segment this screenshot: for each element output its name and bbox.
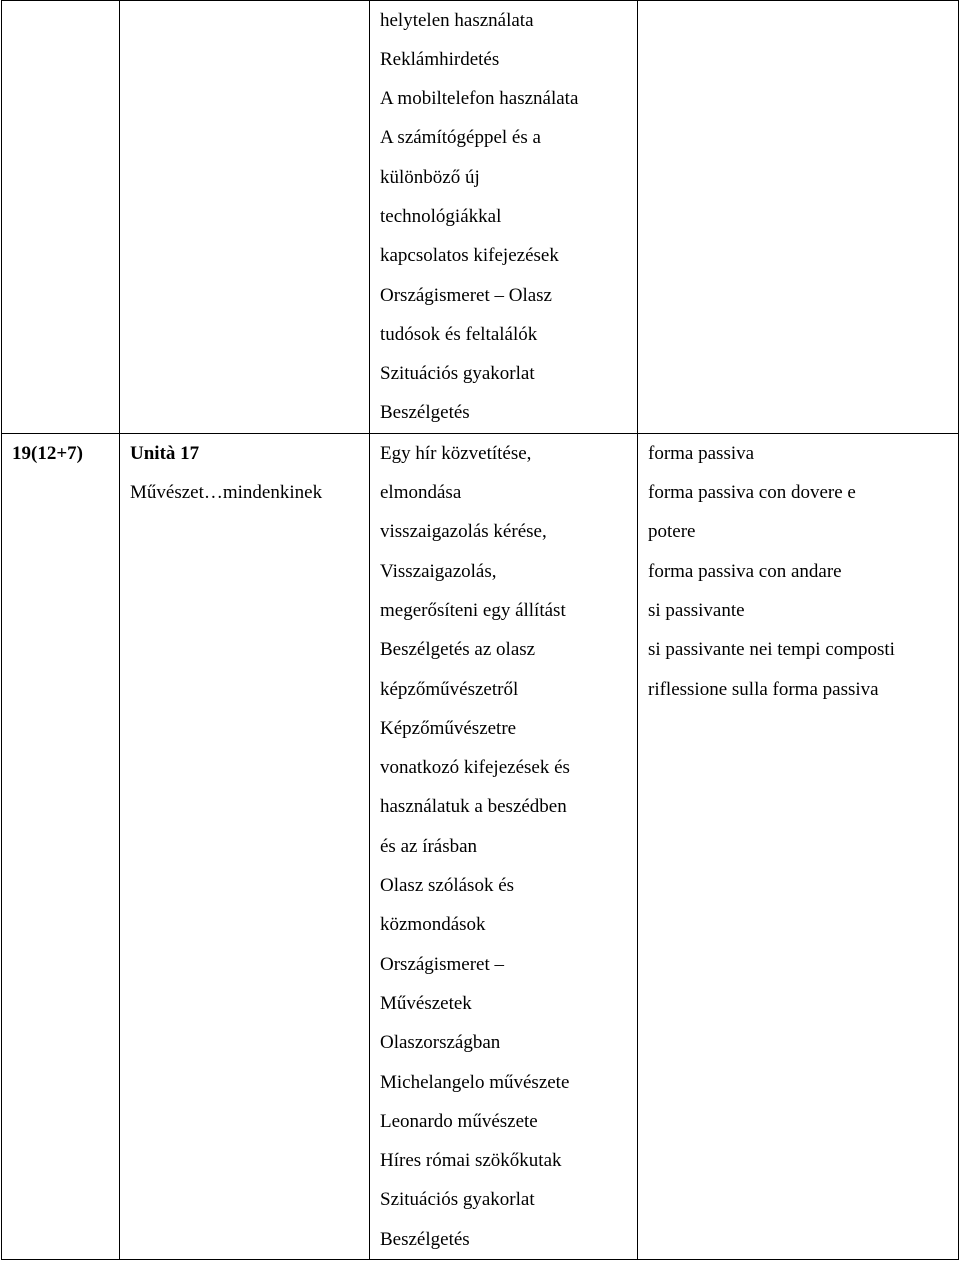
grammar-line: si passivante bbox=[648, 599, 745, 621]
communication-line: visszaigazolás kérése, bbox=[380, 521, 547, 543]
communication-line: A mobiltelefon használata bbox=[380, 88, 579, 110]
communication-line: Beszélgetés bbox=[380, 1228, 470, 1250]
grammar-line: riflessione sulla forma passiva bbox=[648, 678, 879, 700]
communication-line: Képzőművészetre bbox=[380, 717, 517, 739]
communication-line: Művészetek bbox=[380, 992, 472, 1014]
communication-line: Híres római szökőkutak bbox=[380, 1150, 562, 1172]
grammar-line: potere bbox=[648, 521, 696, 543]
communication-line: tudósok és feltalálók bbox=[380, 323, 538, 345]
grammar-cell bbox=[638, 433, 959, 1259]
communication-line: Olaszországban bbox=[380, 1032, 501, 1054]
communication-line: Egy hír közvetítése, bbox=[380, 442, 532, 464]
communication-line: kapcsolatos kifejezések bbox=[380, 245, 559, 267]
unit-cell bbox=[120, 1, 370, 434]
communication-line: technológiákkal bbox=[380, 205, 502, 227]
communication-line: Reklámhirdetés bbox=[380, 48, 500, 70]
communication-line: elmondása bbox=[380, 482, 462, 504]
communication-line: Leonardo művészete bbox=[380, 1110, 538, 1132]
communication-line: Szituációs gyakorlat bbox=[380, 1189, 535, 1211]
communication-line: Visszaigazolás, bbox=[380, 560, 497, 582]
communication-line: Michelangelo művészete bbox=[380, 1071, 570, 1093]
communication-line: és az írásban bbox=[380, 835, 478, 857]
communication-line: Beszélgetés az olasz bbox=[380, 639, 536, 661]
grammar-line: forma passiva con andare bbox=[648, 560, 842, 582]
grammar-line: forma passiva con dovere e bbox=[648, 482, 856, 504]
communication-line: Olasz szólások és bbox=[380, 875, 515, 897]
communication-cell bbox=[370, 433, 638, 1259]
communication-line: képzőművészetről bbox=[380, 678, 519, 700]
grammar-line: forma passiva bbox=[648, 442, 755, 464]
table-row bbox=[2, 1, 959, 434]
communication-line: vonatkozó kifejezések és bbox=[380, 757, 570, 779]
unit-title: Unità 17 bbox=[130, 442, 200, 464]
communication-cell bbox=[370, 1, 638, 434]
communication-line: Szituációs gyakorlat bbox=[380, 363, 535, 385]
lesson-hours: 19(12+7) bbox=[12, 442, 83, 464]
communication-line: használatuk a beszédben bbox=[380, 796, 567, 818]
unit-subtitle: Művészet…mindenkinek bbox=[130, 482, 323, 504]
table-row bbox=[2, 433, 959, 1259]
grammar-cell bbox=[638, 1, 959, 434]
communication-line: különböző új bbox=[380, 166, 480, 188]
unit-cell bbox=[120, 433, 370, 1259]
communication-line: megerősíteni egy állítást bbox=[380, 599, 566, 621]
communication-line: A számítógéppel és a bbox=[380, 127, 541, 149]
communication-line: Országismeret – Olasz bbox=[380, 284, 552, 306]
lesson-hours-cell bbox=[2, 1, 120, 434]
communication-line: helytelen használata bbox=[380, 9, 534, 31]
communication-line: Országismeret – bbox=[380, 953, 504, 975]
communication-line: Beszélgetés bbox=[380, 402, 470, 424]
communication-line: közmondások bbox=[380, 914, 486, 936]
curriculum-table bbox=[1, 0, 959, 1260]
grammar-line: si passivante nei tempi composti bbox=[648, 639, 895, 661]
lesson-hours-cell bbox=[2, 433, 120, 1259]
